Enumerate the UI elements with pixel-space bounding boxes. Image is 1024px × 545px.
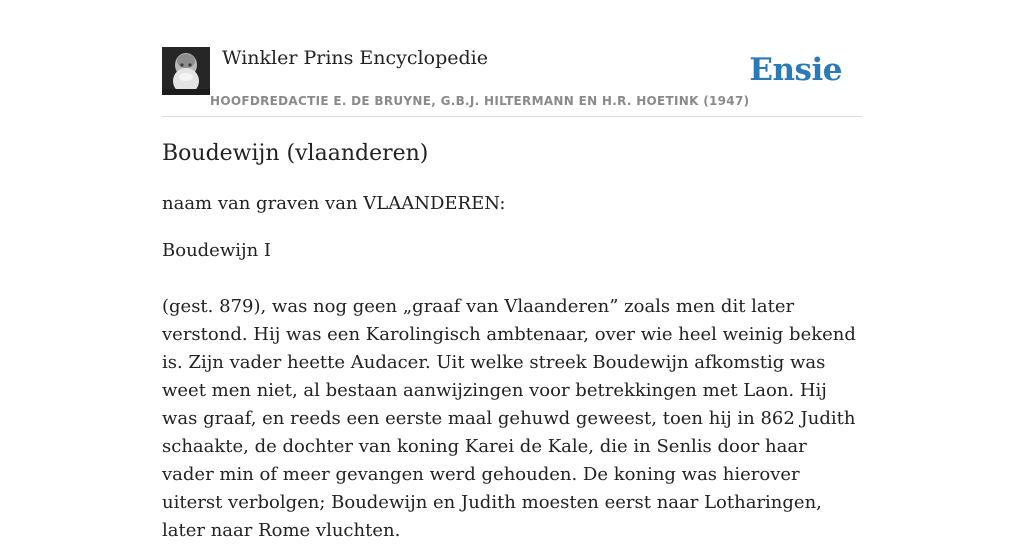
article-body: (gest. 879), was nog geen „graaf van Vlaanderen” zoals men dit later verstond. Hij was een Karolingisch ambtenaar, over wie heel weinig bekend is. Zijn vader heette Audacer. Uit welke streek Boudewijn afkomstig was weet men niet, al bestaan aanwijzingen voor betrekkingen met Laon. Hij was graaf, en reeds een eerste maal gehuwd geweest, toen hij in 862 Judith schaakte, de dochter van koning Karei de Kale, die in Senlis door haar vader min of meer gevangen werd gehouden. De koning was hierover uiterst verbolgen; Boudewijn en Judith moesten eerst naar Lotharingen, later naar Rome vluchten.	[162, 296, 856, 541]
source-header	[162, 44, 862, 117]
avatar	[162, 47, 210, 95]
source-editors: HOOFDREDACTIE E. DE BRUYNE, G.B.J. HILTERMANN EN H.R. HOETINK (1947)	[210, 94, 750, 108]
article-subheading: Boudewijn I	[162, 240, 272, 261]
article-title: Boudewijn (vlaanderen)	[162, 141, 429, 166]
article	[162, 138, 862, 545]
source-title[interactable]: Winkler Prins Encyclopedie	[222, 47, 488, 69]
article-intro: naam van graven van VLAANDEREN:	[162, 193, 506, 214]
ensie-logo[interactable]: Ensie	[749, 52, 842, 88]
author-portrait-icon	[162, 47, 210, 95]
